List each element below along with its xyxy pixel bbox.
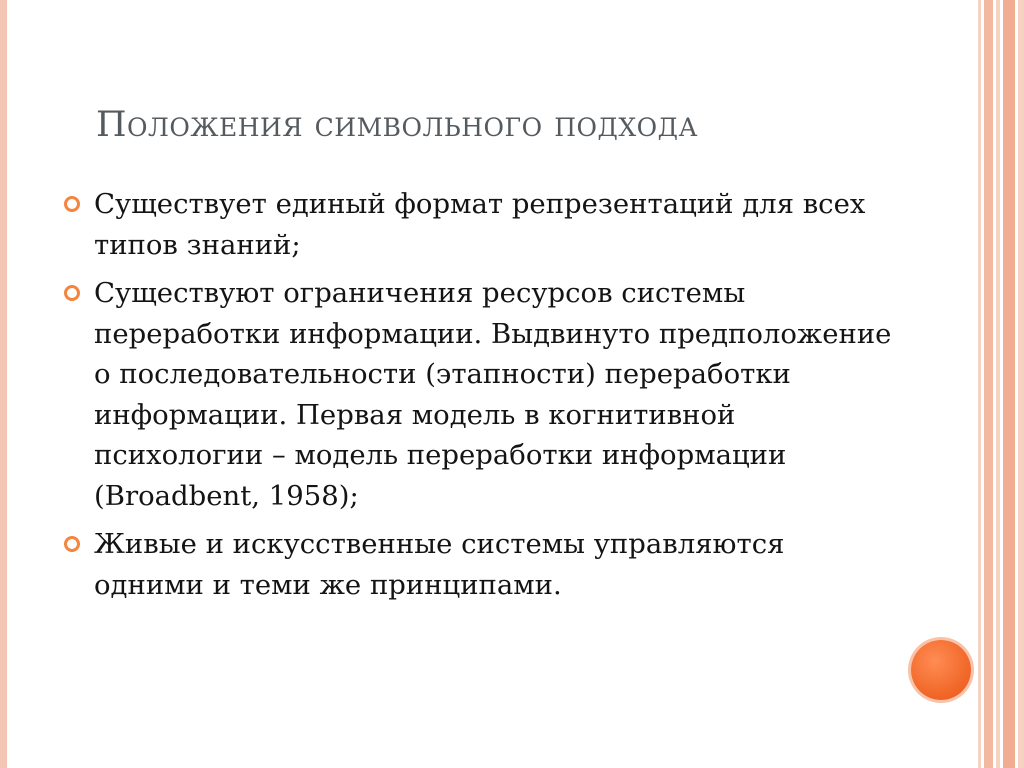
slide-title: Положения символьного подхода: [96, 105, 698, 145]
stripe: [1003, 0, 1015, 768]
stripe: [1018, 0, 1024, 768]
right-decorative-stripes: [978, 0, 1024, 768]
left-decorative-border: [0, 0, 7, 768]
ring-bullet-icon: [64, 196, 80, 212]
bullet-item: [64, 273, 894, 516]
ring-bullet-icon: [64, 285, 80, 301]
stripe: [996, 0, 1000, 768]
stripe: [984, 0, 993, 768]
bullet-text: Существуют ограничения ресурсов системы переработки информации. Выдвинуто предположение о последовательности (этапности) переработки информации. Первая модель в когнитивной психологии – модель переработки информации (Broadbent, 1958);: [94, 277, 892, 512]
orange-circle-decoration: [911, 640, 971, 700]
bullet-item: [64, 184, 894, 265]
bullet-text: Существует единый формат репрезентаций для всех типов знаний;: [94, 188, 866, 261]
bullet-text: Живые и искусственные системы управляются одними и теми же принципами.: [94, 528, 785, 601]
bullet-list: [64, 184, 894, 613]
bullet-item: [64, 524, 894, 605]
stripe: [978, 0, 981, 768]
ring-bullet-icon: [64, 536, 80, 552]
